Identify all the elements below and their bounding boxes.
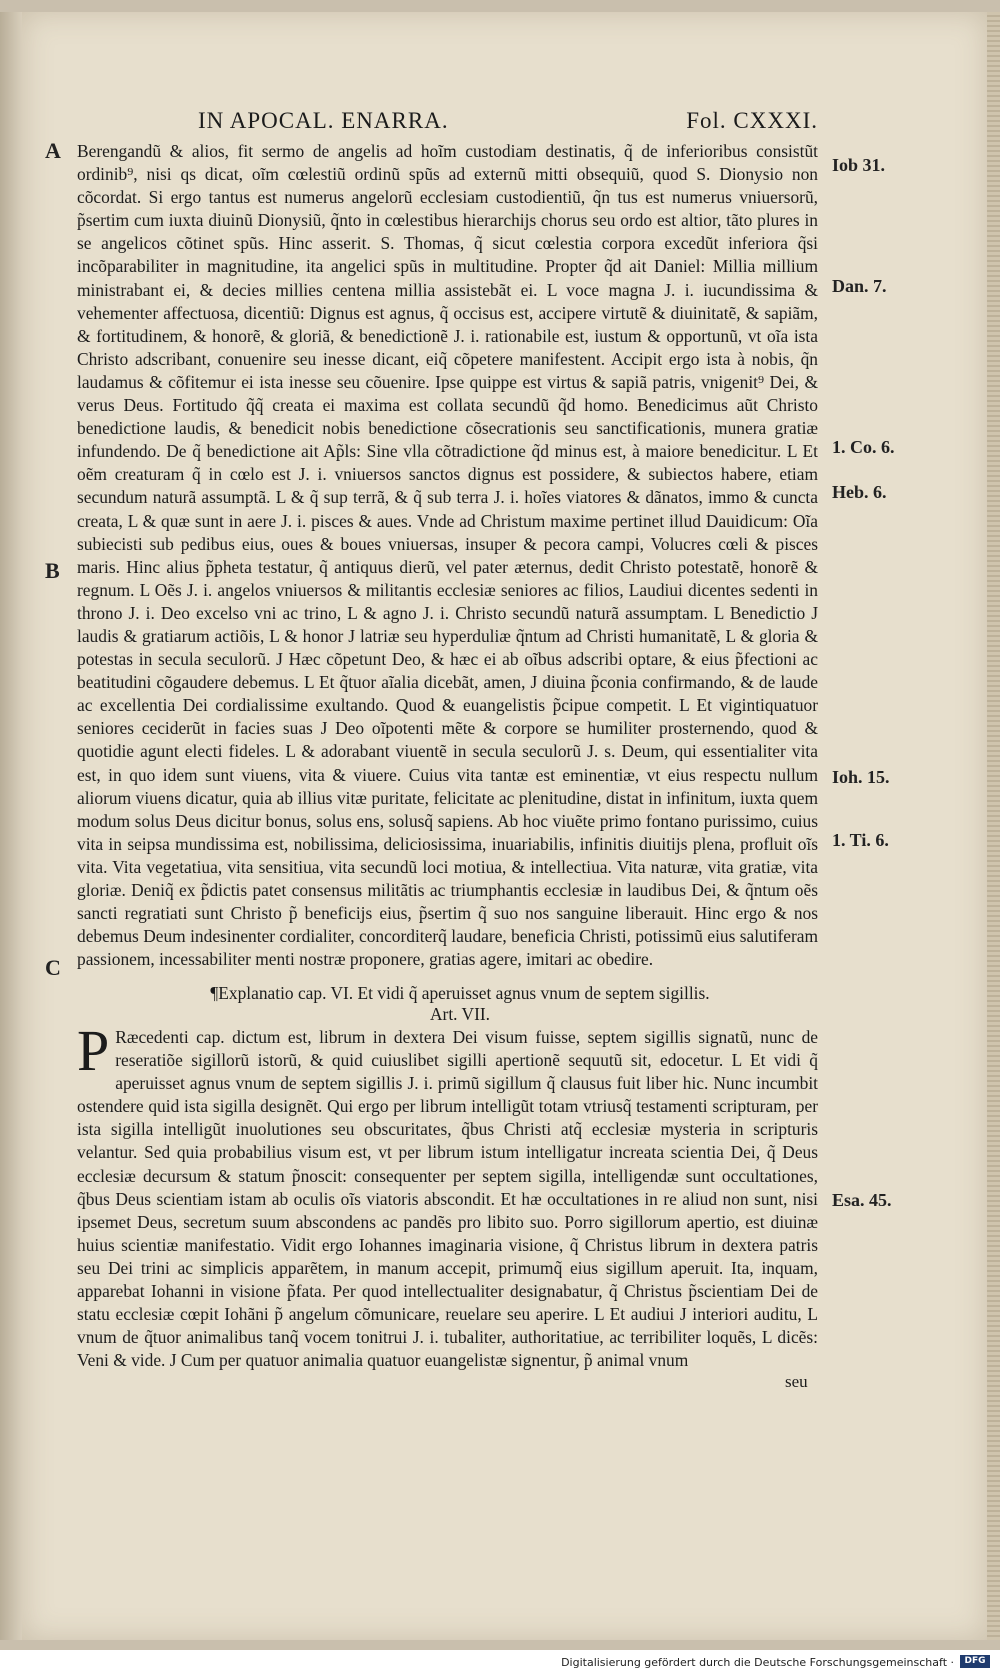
commentary-text — [77, 140, 818, 971]
catchword: seu — [785, 1372, 808, 1391]
folio-number: Fol. CXXXI. — [686, 108, 818, 133]
margin-note-ioh: Ioh. 15. — [832, 767, 890, 787]
header-title: IN APOCAL. ENARRA. — [198, 108, 449, 133]
margin-note-tim: 1. Ti. 6. — [832, 830, 889, 850]
page-edges — [987, 12, 1000, 1640]
margin-note-dan: Dan. 7. — [832, 276, 887, 296]
dfg-logo: DFG — [960, 1655, 990, 1668]
drop-cap: P — [77, 1018, 110, 1083]
margin-note-esa: Esa. 45. — [832, 1190, 892, 1210]
explanation-text — [77, 1018, 818, 1372]
section-mark-a: A — [45, 138, 61, 163]
margin-note-cor: 1. Co. 6. — [832, 437, 895, 457]
book-gutter — [0, 12, 22, 1640]
digitization-footer — [0, 1650, 1000, 1674]
margin-note-iob: Iob 31. — [832, 155, 886, 175]
funding-notice: Digitalisierung gefördert durch die Deutsche Forschungsgemeinschaft · — [561, 1656, 954, 1669]
section-mark-b: B — [45, 558, 60, 583]
explanation-heading: ¶Explanatio cap. VI. Et vidi q̃ aperuisset agnus vnum de septem sigillis. Art. VII. — [210, 983, 710, 1024]
margin-note-heb: Heb. 6. — [832, 482, 887, 502]
commentary-paragraph: Berengandũ & alios, fit sermo de angelis ad hoĩm custodiam destinatis, q̃ de inferioribus consistũt ordinib⁹, nisi qs dicat, oĩm cœlestiũ ordinũ spũs ad externũ mitti obsequiũ, quod S. Dionysio non cõcordat. Si ergo tantus est numerus angelorũ ecclesiam custodientiũ, q̃n tus est numerus vniuersorũ, p̃sertim cum iuxta diuinũ Dionysiũ, q̃nto in cœlestibus hierarchijs chorus seu ordo est altior, tãto plures in se angelicos cõtinet spũs. Hinc asserit. S. Thomas, q̃ sicut cœlestia corpora excedũt inferiora q̃si incõparabiliter in magnitudine, ita angelici spũs in multitudine. Propter q̃d ait Daniel: Millia millium ministrabant ei, & decies millies centena millia assistebãt ei. L voce magna J. i. iucundissima & vehementer affectuosa, dicentiũ: Dignus est agnus, q̃ occisus est, accipere virtutẽ & diuinitatẽ, & sapiãm, & fortitudinem, & honorẽ, & gloriã, & benedictionẽ J. i. rationabile est, iustum & opportunũ, vt oĩa ista Christo adscribant, conuenire seu inesse dicant, eiq̃ cõpetere manifestent. Accipit ergo ista à nobis, q̃n laudamus & cõfitemur ei ista inesse seu cõuenire. Ipse quippe est virtus & sapiã patris, vnigenit⁹ Dei, & verus Deus. Fortitudo q̃q̃ creata ei maxima est collata secundũ q̃d homo. Benedicimus aũt Christo benedictione laudis, & benedicit nobis benedictione cõsecrationis seu sanctificationis, munera gratiæ infundendo. De q̃ benedictione ait Ap̃ls: Sine vlla cõtradictione q̃d minus est, à maiore benedicitur. L Et oẽm creaturam q̃ in cœlo est J. i. vniuersos sanctos dignus est possidere, & subiectos habere, etiam secundum naturã assumptã. L & q̃ sup terrã, & q̃ sub terra J. i. hoĩes viatores & dãnatos, immo & cuncta creata, L & quæ sunt in aere J. i. pisces & aues. Vnde ad Christum maxime pertinet illud Dauidicum: Oĩa subiecisti sub pedibus eius, oues & boues vniuersas, insuper & pecora campi, Volucres cœli & pisces maris. Hinc alius p̃pheta testatur, q̃ antiquus dierũ, vel pater æternus, dedit Christo potestatẽ, honorẽ & regnum. L Oẽs J. i. angelos vniuersos & militantis ecclesiæ seniores ac filios, Laudiui dicentes sedenti in throno J. i. Deo excelso vni ac trino, L & agno J. i. Christo secundũ naturã assumptam. L Benedictio J laudis & gratiarum actiõis, L & honor J latriæ seu hyperduliæ q̃ntum ad Christi humanitatẽ, L & gloria & potestas in secula seculorũ. J Hæc cõpetunt Deo, & hæc ei ab oĩbus adscribi optare, & eius p̃fectioni ac beatitudini cõgaudere debemus. L Et q̃tuor aĩalia dicebãt, amen, J diuina p̃conia confirmando, & de laude ac excellentia Dei cordialissime exultando. Quod & euangelistis p̃cipue competit. L Et vigintiquatuor seniores ceciderũt in facies suas J Deo oĩpotenti mẽte & corpore se humiliter prosternendo, quod & quotidie agunt electi fideles. L & adorabant viuentẽ in secula seculorũ J. s. Deum, qui essentialiter vita est, in quo idem sunt viuens, vita & viuere. Cuius vita tantæ est eminentiæ, vt eius respectu nullum aliorum viuens dicatur, quia ab illius vitæ puritate, felicitate ac plenitudine, distat in infinitum, iuxta quem modum solus Deus dicitur bonus, solus ens, solusq̃ sapiens. Ab hoc viuẽte primo fontano purissimo, cuius vita in seipsa mundissima est, nobilissima, deliciosissima, inuariabilis, infinitis diuitijs plena, profluit oĩs vita. Vita vegetatiua, vita sensitiua, vita secundũ loci motiua, & intellectiua. Vita naturæ, vita gratiæ, vita gloriæ. Deniq̃ ex p̃dictis patet consensus militãtis ac triumphantis ecclesiæ in laudibus Dei, & q̃ntum oẽs sancti regratiati sunt Christo p̃ beneficijs eius, p̃sertim q̃ suo nos sanguine liberauit. Hinc ergo & nos debemus Deum indesinenter cordialiter, concorditerq̃ laudare, beneficia Christi, potissimũ eius salutiferam passionem, incessabiliter menti nostræ proponere, gratias agere, imitari ac obedire. — [77, 141, 818, 970]
section-mark-c: C — [45, 955, 61, 980]
explanation-paragraph: Ræcedenti cap. dictum est, librum in dextera Dei visum fuisse, septem sigillis signatũ, nunc de reseratiõe sigillorũ istorũ, & quid cuiuslibet sigilli apertionẽ sequutũ sit, edocetur. L Et vidi q̃ aperuisset agnus vnum de septem sigillis J. i. primũ sigillum q̃ clausus fuit liber hic. Nunc incumbit ostendere quid ista sigilla designẽt. Qui ergo per librum intelligũt totam vtriusq̃ testamenti scripturam, per ista sigilla intelligũt inuolutiones seu obscuritates, q̃bus Christi atq̃ ecclesiæ mysteria in scripturis velantur. Sed quia probabilius visum est, vt per librum istum intelligatur increata scientia Dei, q̃ Deus ecclesiæ decursum & statum p̃noscit: consequenter per septem sigilla, intelligendæ sunt occultationes, q̃bus Deus scientiam istam ab oculis oĩs viatoris abscondit. Et hæ occultationes in re aliud non sunt, nisi ipsemet Deus, secretum suum abscondens ac pandẽs pro libito suo. Porro sigillorum apertio, est diuinæ huius scientiæ manifestatio. Vidit ergo Iohannes imaginaria visione, q̃ Christus librum in dextera patris seu Dei trini ac simplicis apparẽtem, in manum accepit, primumq̃ eius sigillum aperuit. Ita, inquam, apparebat Iohanni in visione p̃fata. Per quod intellectualiter designabatur, q̃ Christus p̃scientiam Dei de statu ecclesiæ cœpit Iohãni p̃ angelum cõmunicare, reuelare seu aperire. L Et audiui J interiori auditu, L vnum de q̃tuor animalibus tanq̃ vocem tonitrui J. i. tubaliter, authoritatiue, ac terribiliter loquẽs, L dicẽs: Veni & vide. J Cum per quatuor animalia quatuor euangelistæ signentur, p̃ animal vnum — [77, 1027, 818, 1371]
